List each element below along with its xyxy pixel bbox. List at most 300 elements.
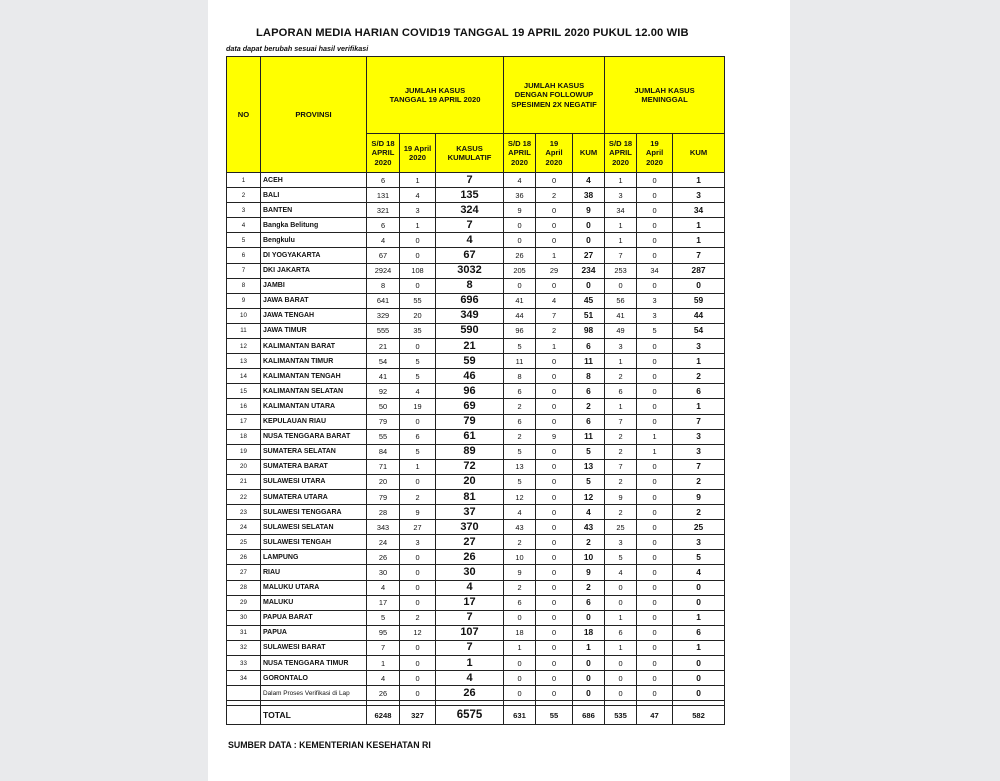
deaths-apr19: 0 — [637, 414, 673, 429]
row-no: 12 — [227, 339, 261, 354]
cases-cumulative: 26 — [436, 686, 504, 701]
followup-sd18: 6 — [504, 414, 536, 429]
cases-apr19: 0 — [400, 474, 436, 489]
deaths-cumulative: 1 — [673, 233, 725, 248]
row-no: 15 — [227, 384, 261, 399]
province-name: KALIMANTAN UTARA — [261, 399, 367, 414]
deaths-cumulative: 1 — [673, 354, 725, 369]
deaths-cumulative: 0 — [673, 656, 725, 671]
followup-sd18: 0 — [504, 218, 536, 233]
followup-cumulative: 9 — [573, 203, 605, 218]
row-no: 32 — [227, 640, 261, 655]
table-row — [227, 640, 725, 655]
deaths-cumulative: 3 — [673, 339, 725, 354]
cases-cumulative: 61 — [436, 429, 504, 444]
followup-apr19: 0 — [536, 474, 573, 489]
deaths-sd18: 5 — [605, 550, 637, 565]
cases-apr19: 0 — [400, 671, 436, 686]
deaths-sd18: 34 — [605, 203, 637, 218]
cases-cumulative: 107 — [436, 625, 504, 640]
cases-apr19: 0 — [400, 656, 436, 671]
row-no: 8 — [227, 278, 261, 293]
cases-apr19: 108 — [400, 263, 436, 278]
deaths-apr19: 0 — [637, 459, 673, 474]
cases-sd18: 4 — [367, 671, 400, 686]
followup-cumulative: 4 — [573, 505, 605, 520]
followup-apr19: 0 — [536, 203, 573, 218]
deaths-sd18: 3 — [605, 535, 637, 550]
table-row — [227, 459, 725, 474]
followup-cumulative: 6 — [573, 339, 605, 354]
deaths-apr19: 0 — [637, 550, 673, 565]
followup-apr19: 0 — [536, 233, 573, 248]
followup-apr19: 9 — [536, 429, 573, 444]
deaths-cumulative: 2 — [673, 474, 725, 489]
deaths-sd18: 56 — [605, 293, 637, 308]
deaths-apr19: 0 — [637, 505, 673, 520]
followup-cumulative: 10 — [573, 550, 605, 565]
followup-apr19: 0 — [536, 610, 573, 625]
table-row — [227, 580, 725, 595]
table-row — [227, 323, 725, 338]
cases-apr19: 1 — [400, 173, 436, 188]
cases-cumulative: 7 — [436, 610, 504, 625]
province-name: JAWA BARAT — [261, 293, 367, 308]
cases-sd18: 24 — [367, 535, 400, 550]
row-no: 28 — [227, 580, 261, 595]
followup-cumulative: 98 — [573, 323, 605, 338]
table-row — [227, 535, 725, 550]
followup-sd18: 2 — [504, 580, 536, 595]
deaths-sd18: 0 — [605, 278, 637, 293]
cases-sd18: 79 — [367, 414, 400, 429]
followup-sd18: 44 — [504, 308, 536, 323]
deaths-cumulative: 54 — [673, 323, 725, 338]
deaths-apr19: 0 — [637, 640, 673, 655]
total-cases-sd18: 6248 — [367, 706, 400, 725]
deaths-cumulative: 1 — [673, 218, 725, 233]
cases-apr19: 0 — [400, 686, 436, 701]
cases-cumulative: 59 — [436, 354, 504, 369]
cases-sd18: 26 — [367, 686, 400, 701]
followup-apr19: 1 — [536, 248, 573, 263]
cases-sd18: 8 — [367, 278, 400, 293]
followup-cumulative: 6 — [573, 384, 605, 399]
deaths-sd18: 0 — [605, 671, 637, 686]
deaths-apr19: 0 — [637, 188, 673, 203]
header-provinsi: PROVINSI — [261, 57, 367, 173]
province-name: RIAU — [261, 565, 367, 580]
total-cases-apr19: 327 — [400, 706, 436, 725]
province-name: SULAWESI UTARA — [261, 474, 367, 489]
deaths-sd18: 2 — [605, 429, 637, 444]
cases-apr19: 0 — [400, 565, 436, 580]
deaths-cumulative: 9 — [673, 489, 725, 504]
table-row — [227, 233, 725, 248]
province-name: BALI — [261, 188, 367, 203]
cases-sd18: 21 — [367, 339, 400, 354]
deaths-sd18: 1 — [605, 218, 637, 233]
cases-cumulative: 590 — [436, 323, 504, 338]
followup-cumulative: 38 — [573, 188, 605, 203]
followup-apr19: 0 — [536, 218, 573, 233]
header-sd18-meninggal: S/D 18 APRIL 2020 — [605, 134, 637, 173]
deaths-cumulative: 1 — [673, 640, 725, 655]
deaths-cumulative: 3 — [673, 444, 725, 459]
header-apr19-followup: 19 April 2020 — [536, 134, 573, 173]
followup-sd18: 2 — [504, 399, 536, 414]
table-row — [227, 354, 725, 369]
followup-cumulative: 0 — [573, 278, 605, 293]
row-no: 29 — [227, 595, 261, 610]
deaths-cumulative: 7 — [673, 459, 725, 474]
province-name: SULAWESI TENGAH — [261, 535, 367, 550]
deaths-apr19: 0 — [637, 656, 673, 671]
cases-cumulative: 4 — [436, 580, 504, 595]
followup-apr19: 0 — [536, 565, 573, 580]
deaths-apr19: 0 — [637, 369, 673, 384]
table-row — [227, 293, 725, 308]
cases-sd18: 321 — [367, 203, 400, 218]
followup-sd18: 96 — [504, 323, 536, 338]
cases-cumulative: 8 — [436, 278, 504, 293]
cases-sd18: 1 — [367, 656, 400, 671]
followup-apr19: 0 — [536, 173, 573, 188]
cases-apr19: 12 — [400, 625, 436, 640]
cases-cumulative: 324 — [436, 203, 504, 218]
followup-cumulative: 234 — [573, 263, 605, 278]
deaths-cumulative: 59 — [673, 293, 725, 308]
cases-apr19: 0 — [400, 550, 436, 565]
followup-cumulative: 12 — [573, 489, 605, 504]
row-no: 26 — [227, 550, 261, 565]
cases-apr19: 20 — [400, 308, 436, 323]
table-row — [227, 173, 725, 188]
deaths-cumulative: 1 — [673, 399, 725, 414]
deaths-apr19: 0 — [637, 625, 673, 640]
deaths-sd18: 4 — [605, 565, 637, 580]
followup-apr19: 0 — [536, 656, 573, 671]
deaths-apr19: 0 — [637, 218, 673, 233]
cases-cumulative: 27 — [436, 535, 504, 550]
followup-apr19: 0 — [536, 399, 573, 414]
table-row — [227, 610, 725, 625]
followup-cumulative: 6 — [573, 595, 605, 610]
row-no: 24 — [227, 520, 261, 535]
followup-cumulative: 0 — [573, 610, 605, 625]
table-row — [227, 399, 725, 414]
followup-apr19: 0 — [536, 444, 573, 459]
deaths-apr19: 0 — [637, 248, 673, 263]
row-no: 13 — [227, 354, 261, 369]
cases-apr19: 5 — [400, 354, 436, 369]
province-name: LAMPUNG — [261, 550, 367, 565]
deaths-cumulative: 3 — [673, 535, 725, 550]
deaths-sd18: 0 — [605, 686, 637, 701]
table-row — [227, 686, 725, 701]
followup-apr19: 0 — [536, 580, 573, 595]
followup-apr19: 7 — [536, 308, 573, 323]
followup-apr19: 0 — [536, 520, 573, 535]
deaths-sd18: 25 — [605, 520, 637, 535]
province-name: PAPUA — [261, 625, 367, 640]
cases-apr19: 3 — [400, 535, 436, 550]
followup-sd18: 2 — [504, 429, 536, 444]
followup-sd18: 4 — [504, 173, 536, 188]
deaths-cumulative: 44 — [673, 308, 725, 323]
cases-sd18: 50 — [367, 399, 400, 414]
row-no: 20 — [227, 459, 261, 474]
deaths-apr19: 34 — [637, 263, 673, 278]
deaths-apr19: 0 — [637, 489, 673, 504]
deaths-cumulative: 2 — [673, 369, 725, 384]
followup-cumulative: 4 — [573, 173, 605, 188]
header-group-followup: JUMLAH KASUS DENGAN FOLLOWUP SPESIMEN 2X NEGATIF — [504, 57, 605, 134]
deaths-apr19: 0 — [637, 595, 673, 610]
followup-sd18: 8 — [504, 369, 536, 384]
deaths-cumulative: 287 — [673, 263, 725, 278]
cases-apr19: 5 — [400, 444, 436, 459]
deaths-cumulative: 1 — [673, 610, 725, 625]
header-sd18-kasus: S/D 18 APRIL 2020 — [367, 134, 400, 173]
cases-sd18: 17 — [367, 595, 400, 610]
deaths-cumulative: 0 — [673, 580, 725, 595]
cases-cumulative: 96 — [436, 384, 504, 399]
deaths-apr19: 3 — [637, 308, 673, 323]
deaths-sd18: 7 — [605, 459, 637, 474]
row-no: 18 — [227, 429, 261, 444]
followup-apr19: 0 — [536, 459, 573, 474]
cases-apr19: 2 — [400, 489, 436, 504]
table-row — [227, 671, 725, 686]
row-no — [227, 686, 261, 701]
table-row — [227, 656, 725, 671]
followup-sd18: 0 — [504, 278, 536, 293]
document-page — [208, 0, 790, 781]
row-no: 9 — [227, 293, 261, 308]
report-title: LAPORAN MEDIA HARIAN COVID19 TANGGAL 19 APRIL 2020 PUKUL 12.00 WIB — [256, 27, 689, 39]
row-no: 31 — [227, 625, 261, 640]
followup-apr19: 0 — [536, 278, 573, 293]
province-name: SULAWESI TENGGARA — [261, 505, 367, 520]
cases-cumulative: 4 — [436, 671, 504, 686]
table-row — [227, 339, 725, 354]
table-row — [227, 188, 725, 203]
followup-apr19: 0 — [536, 384, 573, 399]
followup-sd18: 5 — [504, 474, 536, 489]
cases-sd18: 131 — [367, 188, 400, 203]
row-no: 3 — [227, 203, 261, 218]
cases-cumulative: 30 — [436, 565, 504, 580]
deaths-sd18: 2 — [605, 474, 637, 489]
row-no: 25 — [227, 535, 261, 550]
cases-cumulative: 46 — [436, 369, 504, 384]
deaths-apr19: 0 — [637, 354, 673, 369]
header-apr19-meninggal: 19 April 2020 — [637, 134, 673, 173]
deaths-apr19: 0 — [637, 384, 673, 399]
row-no: 33 — [227, 656, 261, 671]
followup-apr19: 0 — [536, 595, 573, 610]
followup-cumulative: 43 — [573, 520, 605, 535]
source-note: SUMBER DATA : KEMENTERIAN KESEHATAN RI — [228, 740, 431, 750]
deaths-apr19: 0 — [637, 474, 673, 489]
total-cases-cumulative: 6575 — [436, 706, 504, 725]
cases-cumulative: 37 — [436, 505, 504, 520]
deaths-cumulative: 3 — [673, 188, 725, 203]
cases-apr19: 19 — [400, 399, 436, 414]
table-row — [227, 444, 725, 459]
total-followup-apr19: 55 — [536, 706, 573, 725]
deaths-cumulative: 6 — [673, 625, 725, 640]
cases-apr19: 1 — [400, 459, 436, 474]
cases-sd18: 79 — [367, 489, 400, 504]
table-row — [227, 429, 725, 444]
deaths-cumulative: 5 — [673, 550, 725, 565]
deaths-sd18: 41 — [605, 308, 637, 323]
table-row — [227, 263, 725, 278]
followup-sd18: 10 — [504, 550, 536, 565]
cases-sd18: 95 — [367, 625, 400, 640]
deaths-apr19: 0 — [637, 399, 673, 414]
followup-sd18: 12 — [504, 489, 536, 504]
followup-sd18: 0 — [504, 671, 536, 686]
table-row — [227, 414, 725, 429]
followup-apr19: 0 — [536, 686, 573, 701]
followup-sd18: 13 — [504, 459, 536, 474]
deaths-apr19: 0 — [637, 203, 673, 218]
followup-apr19: 0 — [536, 535, 573, 550]
province-name: KALIMANTAN TIMUR — [261, 354, 367, 369]
cases-cumulative: 135 — [436, 188, 504, 203]
followup-sd18: 5 — [504, 444, 536, 459]
deaths-apr19: 0 — [637, 173, 673, 188]
cases-apr19: 2 — [400, 610, 436, 625]
cases-sd18: 55 — [367, 429, 400, 444]
province-name: KALIMANTAN TENGAH — [261, 369, 367, 384]
cases-cumulative: 69 — [436, 399, 504, 414]
followup-cumulative: 0 — [573, 233, 605, 248]
deaths-cumulative: 2 — [673, 505, 725, 520]
cases-sd18: 84 — [367, 444, 400, 459]
province-name: Bangka Belitung — [261, 218, 367, 233]
report-subtitle: data dapat berubah sesuai hasil verifikasi — [226, 44, 369, 53]
cases-sd18: 7 — [367, 640, 400, 655]
followup-cumulative: 9 — [573, 565, 605, 580]
table-row — [227, 595, 725, 610]
province-name: SUMATERA UTARA — [261, 489, 367, 504]
row-no: 10 — [227, 308, 261, 323]
followup-cumulative: 27 — [573, 248, 605, 263]
cases-sd18: 54 — [367, 354, 400, 369]
cases-cumulative: 79 — [436, 414, 504, 429]
followup-sd18: 18 — [504, 625, 536, 640]
cases-apr19: 55 — [400, 293, 436, 308]
province-name: JAWA TIMUR — [261, 323, 367, 338]
deaths-cumulative: 0 — [673, 671, 725, 686]
row-no: 11 — [227, 323, 261, 338]
province-name: Bengkulu — [261, 233, 367, 248]
followup-cumulative: 1 — [573, 640, 605, 655]
table-row — [227, 384, 725, 399]
deaths-sd18: 7 — [605, 414, 637, 429]
followup-sd18: 0 — [504, 610, 536, 625]
header-sd18-followup: S/D 18 APRIL 2020 — [504, 134, 536, 173]
row-no: 27 — [227, 565, 261, 580]
table-row — [227, 505, 725, 520]
followup-apr19: 0 — [536, 354, 573, 369]
province-name: SUMATERA BARAT — [261, 459, 367, 474]
cases-cumulative: 696 — [436, 293, 504, 308]
followup-apr19: 1 — [536, 339, 573, 354]
deaths-sd18: 0 — [605, 580, 637, 595]
deaths-sd18: 0 — [605, 595, 637, 610]
followup-sd18: 0 — [504, 656, 536, 671]
table-row — [227, 520, 725, 535]
deaths-apr19: 0 — [637, 535, 673, 550]
deaths-cumulative: 6 — [673, 384, 725, 399]
cases-sd18: 4 — [367, 233, 400, 248]
deaths-sd18: 253 — [605, 263, 637, 278]
deaths-cumulative: 4 — [673, 565, 725, 580]
province-name: SULAWESI BARAT — [261, 640, 367, 655]
cases-apr19: 27 — [400, 520, 436, 535]
followup-sd18: 4 — [504, 505, 536, 520]
row-no: 7 — [227, 263, 261, 278]
followup-cumulative: 11 — [573, 354, 605, 369]
cases-apr19: 0 — [400, 580, 436, 595]
cases-cumulative: 4 — [436, 233, 504, 248]
followup-apr19: 2 — [536, 188, 573, 203]
deaths-apr19: 0 — [637, 565, 673, 580]
table-row — [227, 278, 725, 293]
province-name: JAWA TENGAH — [261, 308, 367, 323]
cases-sd18: 71 — [367, 459, 400, 474]
deaths-sd18: 2 — [605, 505, 637, 520]
cases-sd18: 5 — [367, 610, 400, 625]
followup-sd18: 2 — [504, 535, 536, 550]
followup-cumulative: 5 — [573, 474, 605, 489]
total-deaths-sd18: 535 — [605, 706, 637, 725]
cases-apr19: 0 — [400, 640, 436, 655]
deaths-sd18: 7 — [605, 248, 637, 263]
deaths-sd18: 6 — [605, 384, 637, 399]
cases-apr19: 35 — [400, 323, 436, 338]
deaths-apr19: 0 — [637, 610, 673, 625]
deaths-apr19: 0 — [637, 580, 673, 595]
followup-sd18: 6 — [504, 595, 536, 610]
row-no: 2 — [227, 188, 261, 203]
followup-cumulative: 6 — [573, 414, 605, 429]
province-name: SUMATERA SELATAN — [261, 444, 367, 459]
header-group-meninggal: JUMLAH KASUS MENINGGAL — [605, 57, 725, 134]
table-row — [227, 369, 725, 384]
deaths-cumulative: 0 — [673, 686, 725, 701]
followup-sd18: 6 — [504, 384, 536, 399]
province-name: DKI JAKARTA — [261, 263, 367, 278]
cases-sd18: 26 — [367, 550, 400, 565]
table-row — [227, 218, 725, 233]
deaths-sd18: 1 — [605, 640, 637, 655]
row-no: 23 — [227, 505, 261, 520]
followup-cumulative: 5 — [573, 444, 605, 459]
header-group-kasus: JUMLAH KASUS TANGGAL 19 APRIL 2020 — [367, 57, 504, 134]
followup-sd18: 9 — [504, 203, 536, 218]
followup-apr19: 0 — [536, 414, 573, 429]
total-label: TOTAL — [261, 706, 367, 725]
followup-cumulative: 0 — [573, 686, 605, 701]
followup-sd18: 11 — [504, 354, 536, 369]
row-no: 22 — [227, 489, 261, 504]
